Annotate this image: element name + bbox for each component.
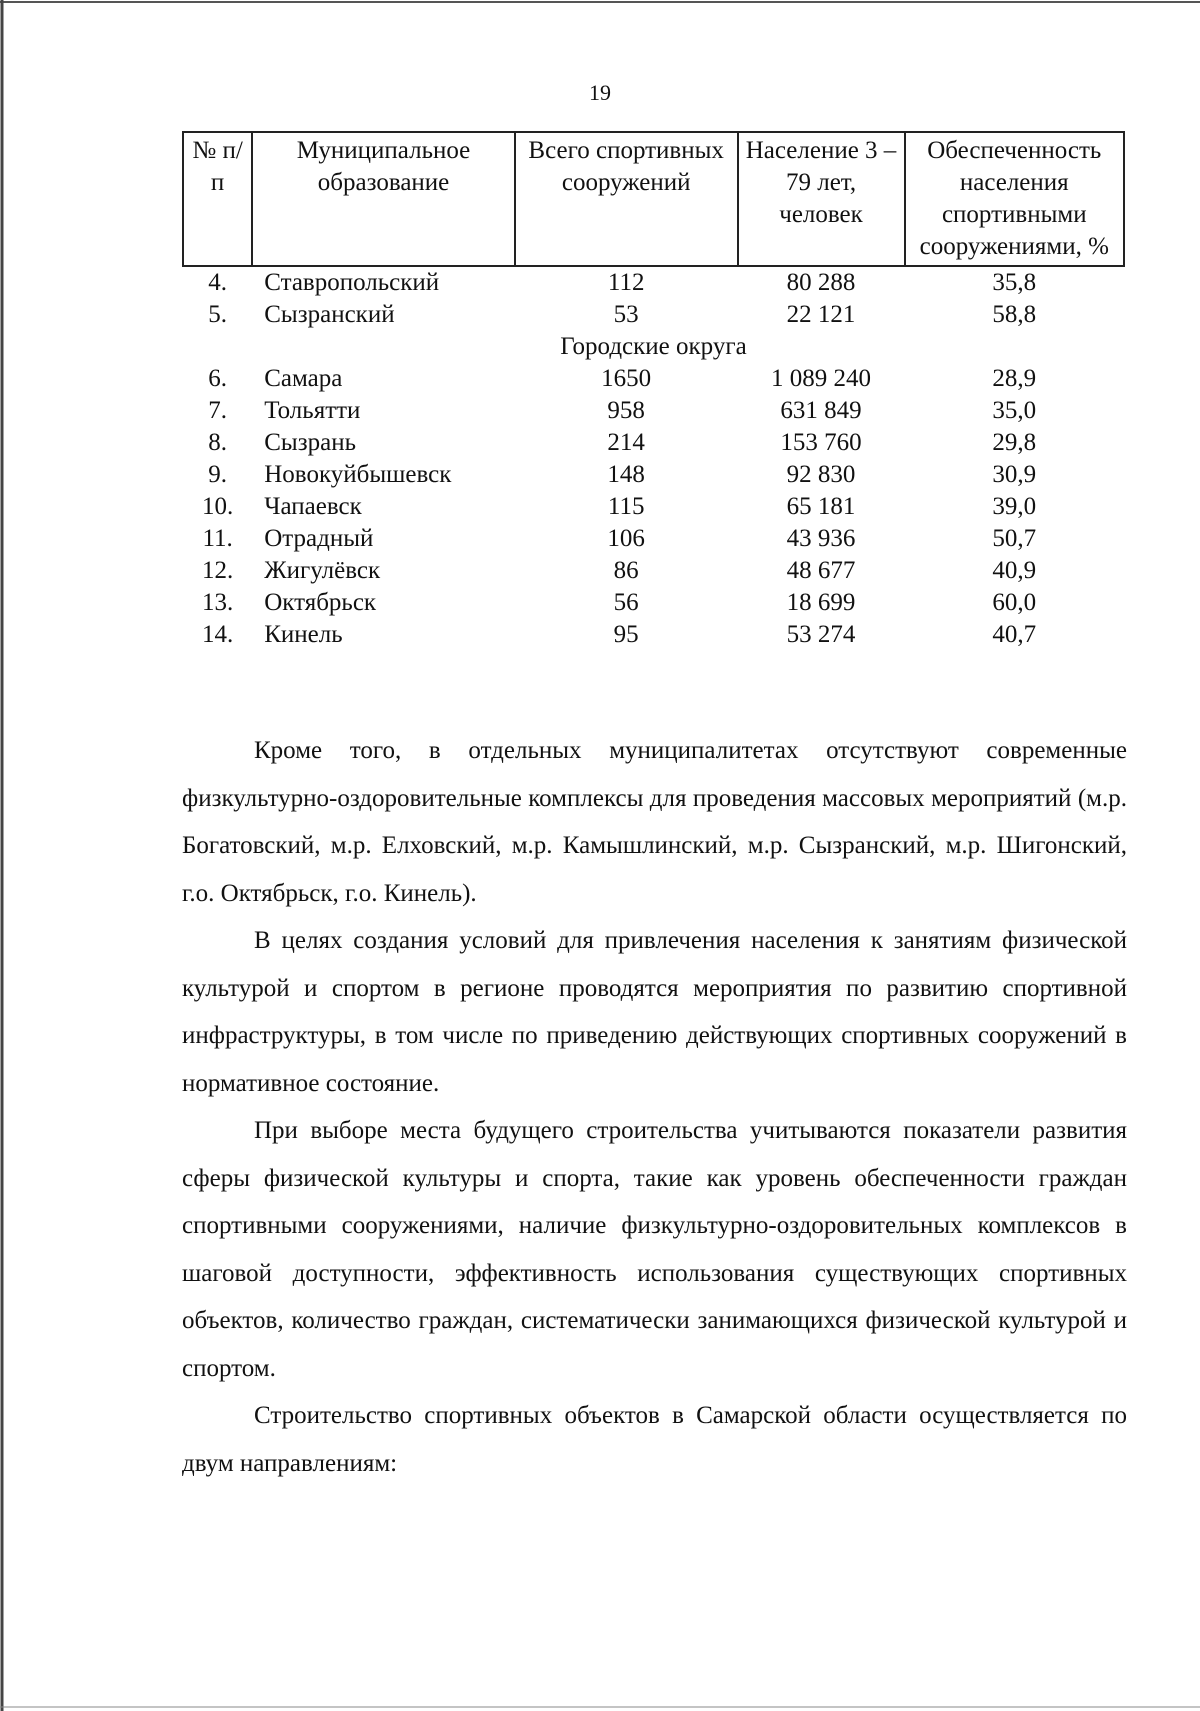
paragraph-site-selection: При выборе места будущего строительства учитываются показатели развития сферы физической культуры и спорта, такие как уровень обеспеченности граждан спортивными сооружениями, наличие физкультурно-оздоровительных комплексов в шаговой доступности, эффективность использования существующих спортивных объектов, количество граждан, систематически занимающихся физической культурой и спортом. xyxy=(182,1117,1127,1382)
row-population: 1 089 240 xyxy=(771,365,872,392)
table-row xyxy=(183,459,1124,491)
row-population: 65 181 xyxy=(786,493,856,520)
row-share: 40,9 xyxy=(992,557,1037,584)
row-total: 148 xyxy=(607,461,645,488)
paragraph-construction-directions: Строительство спортивных объектов в Самарской области осуществляется по двум направлениям: xyxy=(182,1402,1127,1477)
table-row xyxy=(183,266,1124,299)
row-population: 80 288 xyxy=(786,269,856,296)
row-total: 214 xyxy=(607,429,645,456)
row-total: 958 xyxy=(607,397,645,424)
row-name: Тольятти xyxy=(264,397,361,424)
table-row xyxy=(183,491,1124,523)
group-label-city-districts: Городские округа xyxy=(560,333,747,360)
row-name: Ставропольский xyxy=(264,269,440,296)
table-row xyxy=(183,523,1124,555)
table-row xyxy=(183,619,1124,651)
row-num: 11. xyxy=(202,525,233,552)
paragraph-missing-complexes: Кроме того, в отдельных муниципалитетах отсутствуют современные физкультурно-оздоровительные комплексы для проведения массовых мероприятий (м.р. Богатовский, м.р. Елховский, м.р. Камышлинский, м.р. Сызранский, м.р. Шигонский, г.о. Октябрьск, г.о. Кинель). xyxy=(182,737,1127,907)
row-total: 115 xyxy=(607,493,645,520)
row-num: 5. xyxy=(208,301,227,328)
row-total: 53 xyxy=(613,301,639,328)
row-share: 58,8 xyxy=(992,301,1037,328)
row-total: 86 xyxy=(613,557,639,584)
row-name: Октябрьск xyxy=(264,589,377,616)
row-name: Чапаевск xyxy=(264,493,362,520)
row-name: Жигулёвск xyxy=(264,557,381,584)
row-total: 95 xyxy=(613,621,639,648)
row-total: 112 xyxy=(607,269,645,296)
header-municipality: Муниципальное образование xyxy=(252,132,515,266)
row-name: Самара xyxy=(264,365,343,392)
row-share: 30,9 xyxy=(992,461,1037,488)
row-total: 1650 xyxy=(601,365,652,392)
table-row xyxy=(183,555,1124,587)
sports-facilities-table xyxy=(182,131,1125,651)
row-name: Кинель xyxy=(264,621,343,648)
row-num: 14. xyxy=(202,621,234,648)
row-name: Новокуйбышевск xyxy=(264,461,452,488)
row-population: 48 677 xyxy=(786,557,856,584)
row-share: 40,7 xyxy=(992,621,1037,648)
row-population: 43 936 xyxy=(786,525,856,552)
row-share: 28,9 xyxy=(992,365,1037,392)
row-num: 12. xyxy=(202,557,234,584)
row-share: 50,7 xyxy=(992,525,1037,552)
row-population: 53 274 xyxy=(786,621,856,648)
table-row xyxy=(183,299,1124,331)
row-share: 60,0 xyxy=(992,589,1037,616)
row-total: 106 xyxy=(607,525,645,552)
row-num: 9. xyxy=(208,461,227,488)
table-group-row xyxy=(183,331,1124,363)
row-population: 153 760 xyxy=(780,429,862,456)
header-num: № п/п xyxy=(183,132,252,266)
header-total-facilities: Всего спортивных сооружений xyxy=(515,132,738,266)
paragraph-infrastructure-development: В целях создания условий для привлечения населения к занятиям физической культурой и спортом в регионе проводятся мероприятия по развитию спортивной инфраструктуры, в том числе по приведению действующих спортивных сооружений в нормативное состояние. xyxy=(182,927,1127,1097)
table-row xyxy=(183,587,1124,619)
row-share: 29,8 xyxy=(992,429,1037,456)
header-population: Население 3 – 79 лет, человек xyxy=(738,132,905,266)
row-num: 7. xyxy=(208,397,227,424)
table-row xyxy=(183,395,1124,427)
row-name: Сызранский xyxy=(264,301,395,328)
table-row xyxy=(183,427,1124,459)
row-num: 13. xyxy=(202,589,234,616)
row-num: 6. xyxy=(208,365,227,392)
row-total: 56 xyxy=(613,589,639,616)
row-share: 39,0 xyxy=(992,493,1037,520)
row-share: 35,0 xyxy=(992,397,1037,424)
body-text xyxy=(182,727,1127,1487)
row-share: 35,8 xyxy=(992,269,1037,296)
header-provision: Обеспеченность населения спортивными сооружениями, % xyxy=(905,132,1124,266)
table-header-row xyxy=(183,132,1124,266)
row-population: 18 699 xyxy=(786,589,856,616)
row-name: Отрадный xyxy=(264,525,374,552)
row-num: 8. xyxy=(208,429,227,456)
page-number: 19 xyxy=(589,80,611,105)
row-name: Сызрань xyxy=(264,429,356,456)
row-population: 22 121 xyxy=(786,301,856,328)
row-num: 4. xyxy=(208,269,227,296)
row-num: 10. xyxy=(202,493,234,520)
row-population: 631 849 xyxy=(780,397,862,424)
table-row xyxy=(183,363,1124,395)
row-population: 92 830 xyxy=(786,461,856,488)
